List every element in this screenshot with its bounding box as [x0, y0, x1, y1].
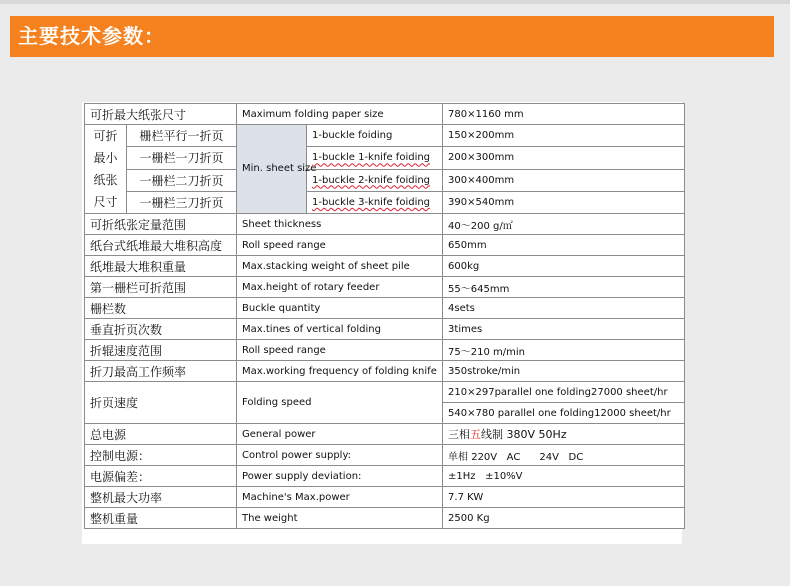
param-name-en: [307, 191, 443, 213]
param-value: 650mm: [443, 235, 685, 256]
buckle-label: 1-buckle 3-knife foiding: [312, 196, 431, 208]
param-name-en: Folding speed: [237, 382, 443, 424]
table-row: [85, 235, 685, 256]
param-name-cn: 栅栏平行一折页: [127, 125, 237, 147]
param-value: 210×297parallel one folding27000 sheet/hr: [443, 382, 685, 403]
table-row: [85, 277, 685, 298]
param-value: 2500 Kg: [443, 508, 685, 529]
min-size-group-label: [85, 125, 127, 214]
table-row: [85, 214, 685, 235]
table-row: [85, 487, 685, 508]
param-name-en: Max.working frequency of folding knife: [237, 361, 443, 382]
table-row: [85, 445, 685, 466]
param-value: 75～210 m/min: [443, 340, 685, 361]
param-name-en: [307, 147, 443, 169]
power-phase: 三相: [448, 428, 471, 441]
buckle-label: 1-buckle 1-knife foiding: [312, 152, 431, 164]
table-row: [85, 298, 685, 319]
table-row: [85, 361, 685, 382]
table-row: [85, 466, 685, 487]
param-name-cn: 可折纸张定量范围: [85, 214, 237, 235]
param-name-en: [307, 169, 443, 191]
param-name-en: Max.stacking weight of sheet pile: [237, 256, 443, 277]
param-name-cn: 折刀最高工作频率: [85, 361, 237, 382]
power-wire-count: 五: [470, 428, 482, 441]
param-name-cn: 栅栏数: [85, 298, 237, 319]
param-name-cn: 整机重量: [85, 508, 237, 529]
group-label-line: 尺寸: [93, 195, 118, 209]
param-name-cn: 垂直折页次数: [85, 319, 237, 340]
min-sheet-size-label: Min. sheet size: [237, 125, 307, 214]
param-value: 200×300mm: [443, 147, 685, 169]
param-name-cn: 一栅栏二刀折页: [127, 169, 237, 191]
param-name-cn: 控制电源：: [85, 445, 237, 466]
param-value: 600kg: [443, 256, 685, 277]
param-value: 390×540mm: [443, 191, 685, 213]
param-name-cn: 折辊速度范围: [85, 340, 237, 361]
param-name-en: Max.height of rotary feeder: [237, 277, 443, 298]
param-value: [443, 424, 685, 445]
param-value: 55～645mm: [443, 277, 685, 298]
param-name-en: The weight: [237, 508, 443, 529]
param-name-en: Maximum folding paper size: [237, 104, 443, 125]
param-name-cn: 一栅栏一刀折页: [127, 147, 237, 169]
param-name-en: [307, 125, 443, 147]
table-row: [85, 319, 685, 340]
param-value: 7.7 KW: [443, 487, 685, 508]
section-header: [10, 16, 774, 57]
table-row: [85, 340, 685, 361]
group-label-line: 可折: [93, 129, 118, 143]
param-name-cn: 第一栅栏可折范围: [85, 277, 237, 298]
param-name-en: Sheet thickness: [237, 214, 443, 235]
param-value: 4sets: [443, 298, 685, 319]
table-row: [85, 147, 685, 169]
group-label-line: 纸张: [93, 173, 118, 187]
param-name-cn: 总电源: [85, 424, 237, 445]
buckle-label: 1-buckle foiding: [312, 130, 393, 142]
param-value: 3times: [443, 319, 685, 340]
section-title: 主要技术参数：: [18, 24, 165, 48]
top-strip: [0, 0, 790, 4]
param-value: 150×200mm: [443, 125, 685, 147]
param-name-cn: 纸堆最大堆积重量: [85, 256, 237, 277]
param-value: 780×1160 mm: [443, 104, 685, 125]
param-name-cn: 整机最大功率: [85, 487, 237, 508]
group-label-line: 最小: [93, 151, 118, 165]
param-value: ±1Hz ±10%V: [443, 466, 685, 487]
param-value: 350stroke/min: [443, 361, 685, 382]
param-value: 300×400mm: [443, 169, 685, 191]
param-name-en: Max.tines of vertical folding: [237, 319, 443, 340]
buckle-label: 1-buckle 2-knife foiding: [312, 174, 431, 186]
param-name-en: Power supply deviation:: [237, 466, 443, 487]
param-name-cn: 一栅栏三刀折页: [127, 191, 237, 213]
param-name-cn: 纸台式纸堆最大堆积高度: [85, 235, 237, 256]
param-name-en: General power: [237, 424, 443, 445]
param-name-cn: 折页速度: [85, 382, 237, 424]
param-value: 单相 220V AC 24V DC: [443, 445, 685, 466]
param-name-en: Control power supply:: [237, 445, 443, 466]
param-name-en: Roll speed range: [237, 235, 443, 256]
param-value: 40～200 g/㎡: [443, 214, 685, 235]
param-name-en: Machine's Max.power: [237, 487, 443, 508]
param-name-en: Buckle quantity: [237, 298, 443, 319]
spec-table: [84, 103, 685, 529]
table-row: [85, 256, 685, 277]
table-row: [85, 424, 685, 445]
param-name-cn: 可折最大纸张尺寸: [85, 104, 237, 125]
param-name-en: Roll speed range: [237, 340, 443, 361]
table-row: [85, 104, 685, 125]
param-value: 540×780 parallel one folding12000 sheet/hr: [443, 403, 685, 424]
power-spec: 线制 380V 50Hz: [481, 428, 567, 441]
table-row: [85, 169, 685, 191]
table-row: [85, 508, 685, 529]
table-row: [85, 125, 685, 147]
table-row: [85, 382, 685, 403]
param-name-cn: 电源偏差：: [85, 466, 237, 487]
table-row: [85, 191, 685, 213]
